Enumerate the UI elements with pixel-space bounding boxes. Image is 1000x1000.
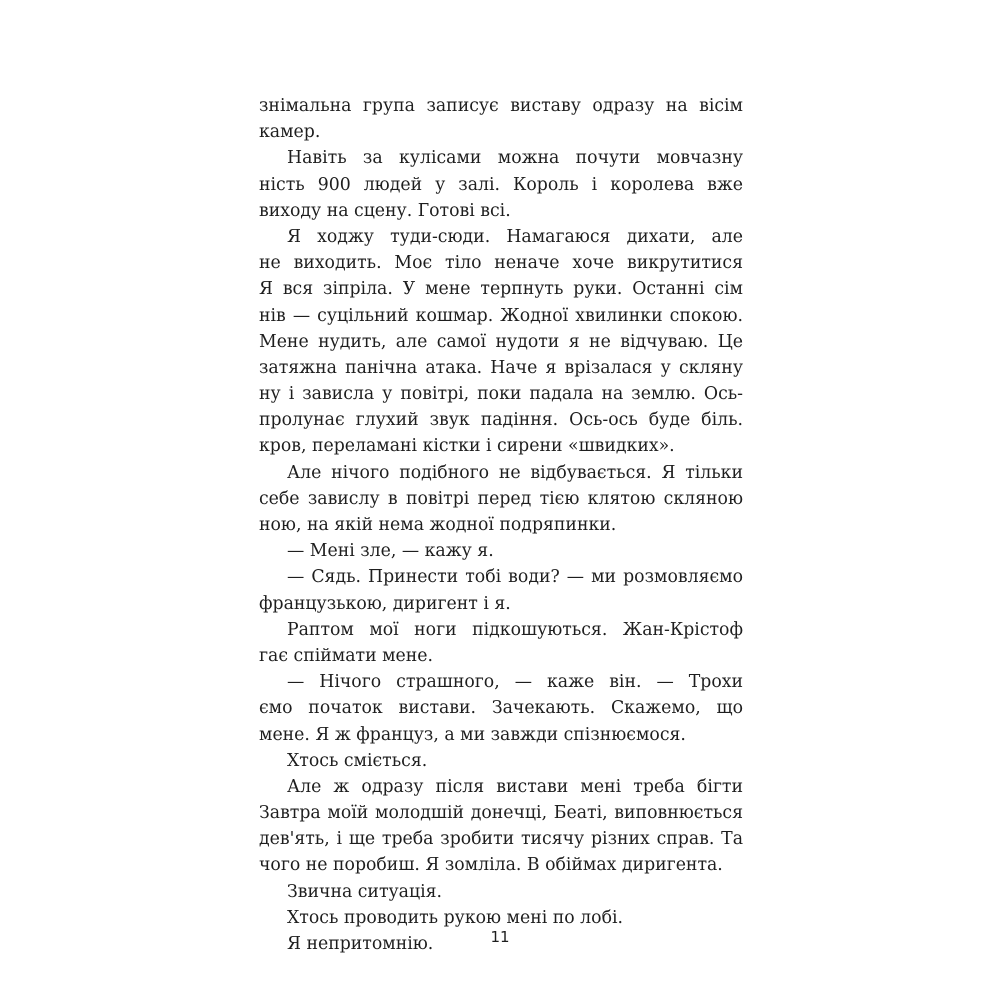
- text-line: пролунає глухий звук падіння. Ось-ось буде біль.: [259, 410, 743, 431]
- text-line: Звична ситуація.: [287, 881, 443, 902]
- text-line: себе завислу в повітрі перед тією клятою скляною: [259, 488, 743, 509]
- text-line: Я непритомнію.: [287, 934, 434, 954]
- text-line: камер.: [259, 122, 321, 143]
- text-line: виходу на сцену. Готові всі.: [259, 200, 511, 221]
- text-line: гає спіймати мене.: [259, 645, 433, 666]
- text-line: Завтра моїй молодшій донечці, Беаті, виповнюється: [259, 803, 743, 824]
- text-line: Хтось проводить рукою мені по лобі.: [287, 907, 623, 928]
- page-number: 11: [490, 928, 510, 946]
- text-line: Хтось сміється.: [287, 750, 428, 771]
- text-line: ною, на якій нема жодної подряпинки.: [259, 515, 617, 535]
- text-line: дев'ять, і ще треба зробити тисячу різних справ. Та: [259, 829, 743, 850]
- text-line: Мене нудить, але самої нудоти я не відчуваю. Це: [259, 331, 743, 352]
- text-line: — Сядь. Принести тобі води? — ми розмовляємо: [287, 567, 743, 588]
- text-line: Раптом мої ноги підкошуються. Жан-Крістоф: [287, 619, 743, 640]
- text-line: ну і зависла у повітрі, поки падала на землю. Ось-: [259, 384, 743, 405]
- text-line: нів — суцільний кошмар. Жодної хвилинки спокою.: [259, 305, 743, 326]
- text-line: не виходить. Моє тіло неначе хоче викрутитися: [259, 253, 743, 274]
- text-line: французькою, диригент і я.: [259, 593, 511, 614]
- text-line: чого не поробиш. Я зомліла. В обіймах диригента.: [259, 855, 723, 876]
- text-line: — Мені зле, — кажу я.: [287, 541, 494, 562]
- text-line: Але ж одразу після вистави мені треба бігти: [287, 776, 743, 797]
- text-line: мене. Я ж француз, а ми завжди спізнюємося.: [259, 724, 686, 745]
- text-line: Але нічого подібного не відбувається. Я тільки: [287, 462, 743, 483]
- text-line: знімальна група записує виставу одразу на вісім: [259, 96, 743, 116]
- text-line: ність 900 людей у залі. Король і королева вже: [259, 174, 743, 195]
- text-line: Я вся зіпріла. У мене терпнуть руки. Останні сім: [259, 279, 743, 300]
- text-line: ємо початок вистави. Зачекають. Скажемо, що: [259, 698, 743, 719]
- text-line: Навіть за кулісами можна почути мовчазну: [287, 148, 743, 169]
- body-text: [259, 93, 743, 957]
- text-line: затяжна панічна атака. Наче я врізалася у скляну: [259, 357, 743, 378]
- text-line: кров, переламані кістки і сирени «швидких».: [259, 436, 675, 457]
- text-line: — Нічого страшного, — каже він. — Трохи: [287, 672, 743, 693]
- text-line: Я ходжу туди-сюди. Намагаюся дихати, але: [287, 226, 743, 247]
